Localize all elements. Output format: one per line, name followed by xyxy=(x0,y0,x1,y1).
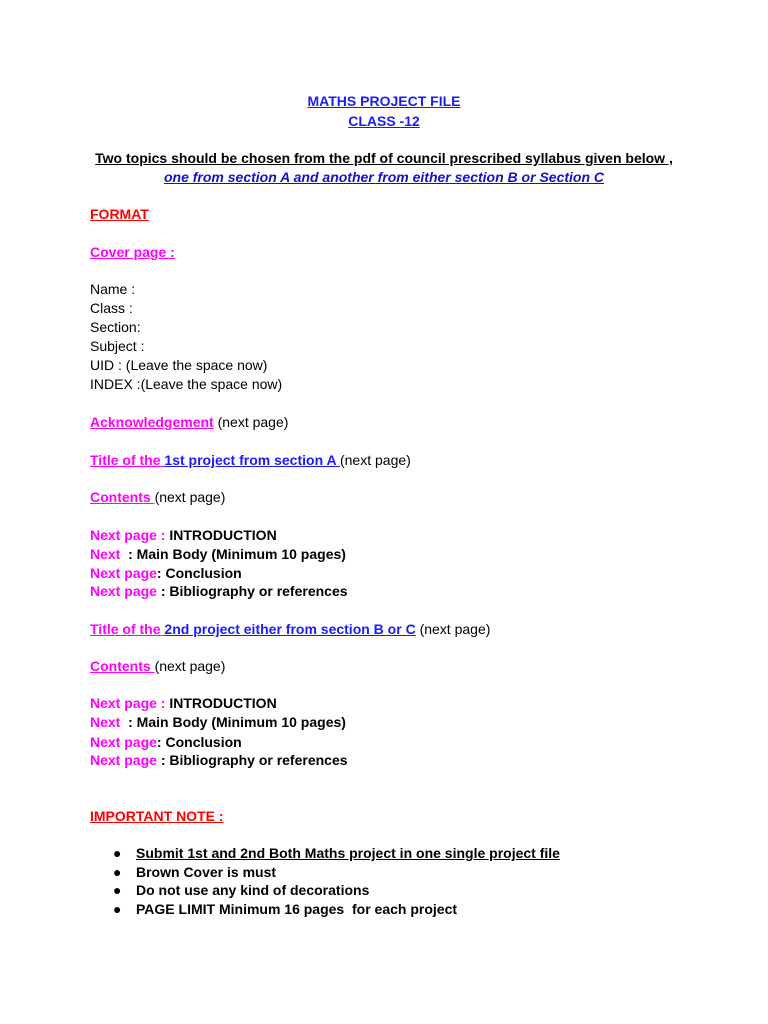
step-label: Next page xyxy=(90,734,157,750)
ack-line xyxy=(90,413,288,431)
note-item-text: Do not use any kind of decorations xyxy=(136,882,370,898)
cover-field-subject: Subject : xyxy=(90,338,145,354)
project2-contents-line xyxy=(90,657,225,675)
cover-field-class: Class : xyxy=(90,300,133,316)
project2-step xyxy=(90,694,277,712)
step-label: Next xyxy=(90,546,129,562)
project2-contents-suffix: (next page) xyxy=(154,658,226,674)
project2-step xyxy=(90,733,242,751)
step-text: : Bibliography or references xyxy=(160,583,348,599)
project2-title-link: 2nd project either from section B or C xyxy=(164,621,416,637)
project1-step xyxy=(90,564,242,582)
ack-label: Acknowledgement xyxy=(90,414,214,430)
cover-field-index: INDEX :(Leave the space now) xyxy=(90,376,283,392)
step-label: Next page : xyxy=(90,695,170,711)
ack-suffix: (next page) xyxy=(213,414,289,430)
step-text: INTRODUCTION xyxy=(169,695,277,711)
cover-field-section: Section: xyxy=(90,319,141,335)
doc-class: CLASS -12 xyxy=(348,113,420,129)
cover-field-uid: UID : (Leave the space now) xyxy=(90,357,268,373)
step-text: : Conclusion xyxy=(156,565,242,581)
project2-title-prefix: Title of the xyxy=(90,621,165,637)
list-item xyxy=(108,900,560,919)
project1-title-line xyxy=(90,451,411,469)
list-item xyxy=(108,881,560,900)
cover-heading: Cover page : xyxy=(90,244,175,260)
list-item xyxy=(108,844,560,863)
project1-step xyxy=(90,545,346,563)
format-heading: FORMAT xyxy=(90,206,149,222)
step-label: Next page xyxy=(90,583,161,599)
project1-step xyxy=(90,526,277,544)
step-text: : Main Body (Minimum 10 pages) xyxy=(128,546,346,562)
note-heading: IMPORTANT NOTE : xyxy=(90,808,224,824)
project2-title-line xyxy=(90,620,490,638)
instruction-line-1: Two topics should be chosen from the pdf of council prescribed syllabus given below , xyxy=(95,150,673,166)
step-text: INTRODUCTION xyxy=(169,527,277,543)
note-item-text: Submit 1st and 2nd Both Maths project in one single project file xyxy=(136,845,560,861)
instruction-line-2: one from section A and another from either section B or Section C xyxy=(163,169,605,185)
project1-title-link: 1st project from section A xyxy=(164,452,340,468)
bullet-icon: ● xyxy=(113,882,122,898)
project2-contents-label: Contents xyxy=(90,658,155,674)
note-item-text: PAGE LIMIT Minimum 16 pages for each project xyxy=(136,900,458,917)
step-label: Next xyxy=(90,714,129,730)
step-text: : Main Body (Minimum 10 pages) xyxy=(128,714,346,730)
project1-contents-label: Contents xyxy=(90,489,155,505)
step-label: Next page : xyxy=(90,527,170,543)
list-item xyxy=(108,863,560,882)
project2-title-suffix: (next page) xyxy=(415,621,491,637)
step-text: : Bibliography or references xyxy=(160,752,348,768)
step-label: Next page xyxy=(90,565,157,581)
bullet-icon: ● xyxy=(113,863,122,880)
step-text: : Conclusion xyxy=(156,734,242,750)
project2-step xyxy=(90,751,348,769)
note-item-text: Brown Cover is must xyxy=(136,863,277,880)
project1-title-prefix: Title of the xyxy=(90,452,165,468)
project2-step xyxy=(90,713,346,731)
bullet-icon: ● xyxy=(113,900,122,917)
step-label: Next page xyxy=(90,752,161,768)
bullet-icon: ● xyxy=(113,845,122,861)
cover-field-name: Name : xyxy=(90,281,136,297)
project1-title-suffix: (next page) xyxy=(339,452,411,468)
note-list xyxy=(108,844,560,918)
project1-contents-line xyxy=(90,488,225,506)
project1-contents-suffix: (next page) xyxy=(154,489,226,505)
project1-step xyxy=(90,582,348,600)
doc-title: MATHS PROJECT FILE xyxy=(307,93,461,109)
